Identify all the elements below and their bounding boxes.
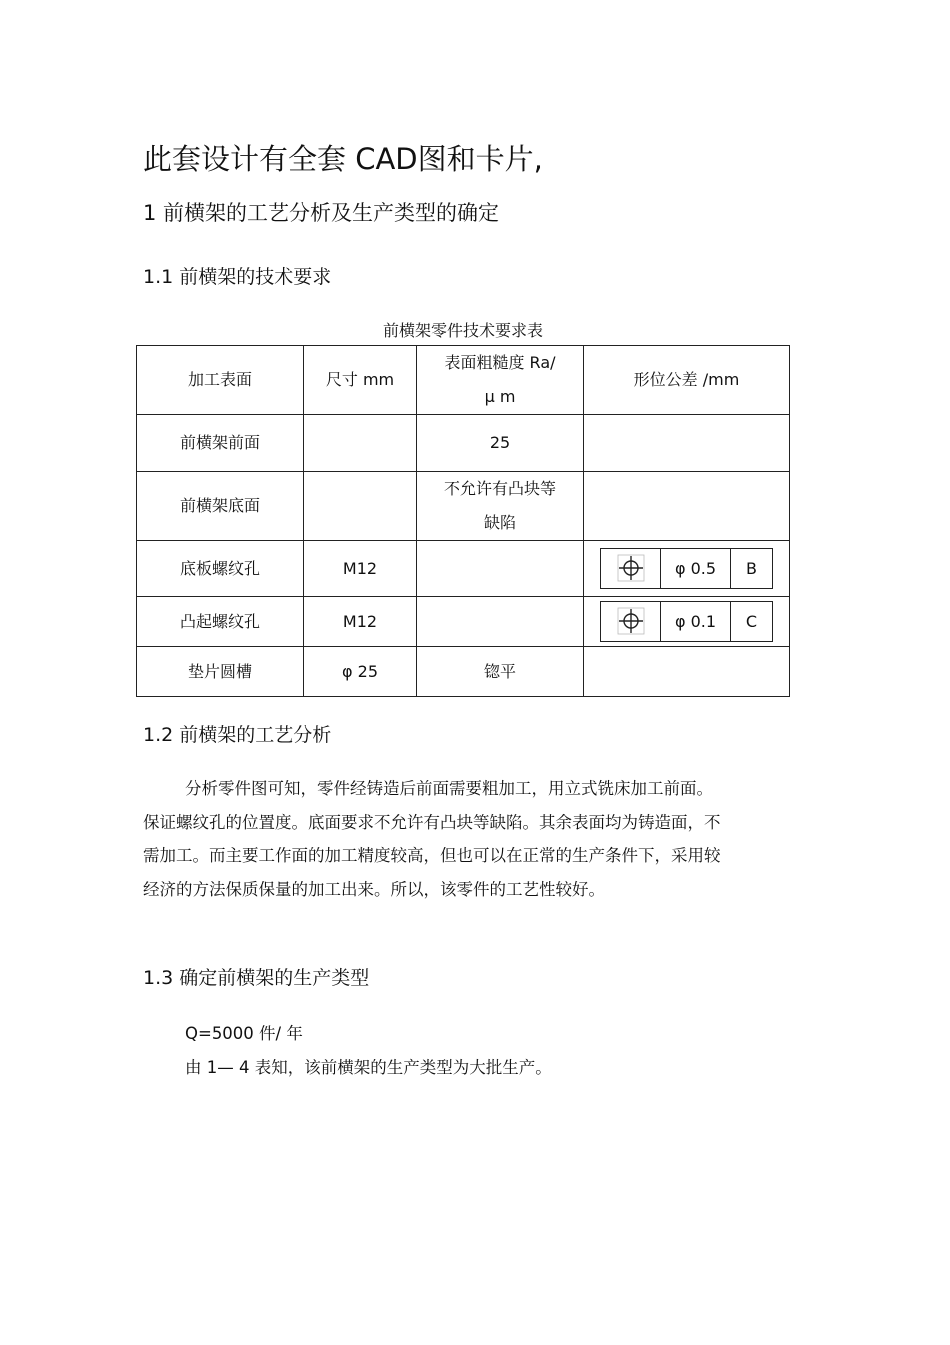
annual-output-line: Q=5000 件/ 年 <box>185 1024 303 1043</box>
cell-tolerance <box>584 597 790 647</box>
cell-tolerance <box>584 541 790 597</box>
cell-surface: 底板螺纹孔 <box>137 541 304 597</box>
cell-surface: 垫片圆槽 <box>137 647 304 697</box>
cell-tolerance <box>584 472 790 541</box>
table-row <box>137 647 790 697</box>
tolerance-frame <box>600 548 773 589</box>
datum-reference: B <box>730 549 772 588</box>
table-caption: 前横架零件技术要求表 <box>382 321 543 340</box>
cell-size: M12 <box>304 541 417 597</box>
cell-surface: 前横架前面 <box>137 415 304 472</box>
cell-surface: 凸起螺纹孔 <box>137 597 304 647</box>
tolerance-value: φ 0.5 <box>660 549 730 588</box>
document-title: 此套设计有全套 CAD图和卡片, <box>143 142 543 176</box>
cell-roughness-line1: 不允许有凸块等 <box>443 479 556 498</box>
header-roughness-line1: 表面粗糙度 Ra/ <box>444 353 556 372</box>
position-tolerance-icon <box>601 602 660 641</box>
header-surface: 加工表面 <box>137 346 304 415</box>
cell-roughness <box>417 472 584 541</box>
cell-size <box>304 472 417 541</box>
tolerance-frame <box>600 601 773 642</box>
cell-size: φ 25 <box>304 647 417 697</box>
cell-roughness <box>417 541 584 597</box>
position-tolerance-icon <box>601 549 660 588</box>
cell-tolerance <box>584 415 790 472</box>
conclusion-line: 由 1— 4 表知，该前横架的生产类型为大批生产。 <box>185 1058 552 1077</box>
datum-reference: C <box>730 602 772 641</box>
analysis-paragraph <box>143 772 723 906</box>
header-roughness <box>417 346 584 415</box>
tolerance-value: φ 0.1 <box>660 602 730 641</box>
cell-size <box>304 415 417 472</box>
cell-roughness: 25 <box>417 415 584 472</box>
table-row <box>137 472 790 541</box>
header-roughness-line2: μ m <box>484 387 516 406</box>
cell-tolerance <box>584 647 790 697</box>
section-1-heading: 1 前横架的工艺分析及生产类型的确定 <box>143 201 500 225</box>
table-row <box>137 597 790 647</box>
cell-size: M12 <box>304 597 417 647</box>
section-1-2-heading: 1.2 前横架的工艺分析 <box>143 724 332 746</box>
cell-roughness: 锪平 <box>417 647 584 697</box>
analysis-paragraph-text: 分析零件图可知，零件经铸造后前面需要粗加工，用立式铣床加工前面。保证螺纹孔的位置度。底面要求不允许有凸块等缺陷。其余表面均为铸造面，不需加工。而主要工作面的加工精度较高，但也可以在正常的生产条件下，采用较经济的方法保质保量的加工出来。所以，该零件的工艺性较好。 <box>143 779 721 899</box>
cell-surface: 前横架底面 <box>137 472 304 541</box>
section-1-3-heading: 1.3 确定前横架的生产类型 <box>143 967 370 989</box>
cell-roughness <box>417 597 584 647</box>
header-tolerance: 形位公差 /mm <box>584 346 790 415</box>
table-row <box>137 541 790 597</box>
table-row <box>137 415 790 472</box>
requirements-table <box>136 345 790 697</box>
section-1-1-heading: 1.1 前横架的技术要求 <box>143 266 332 288</box>
cell-roughness-line2: 缺陷 <box>483 513 516 532</box>
table-header-row <box>137 346 790 415</box>
header-size: 尺寸 mm <box>304 346 417 415</box>
